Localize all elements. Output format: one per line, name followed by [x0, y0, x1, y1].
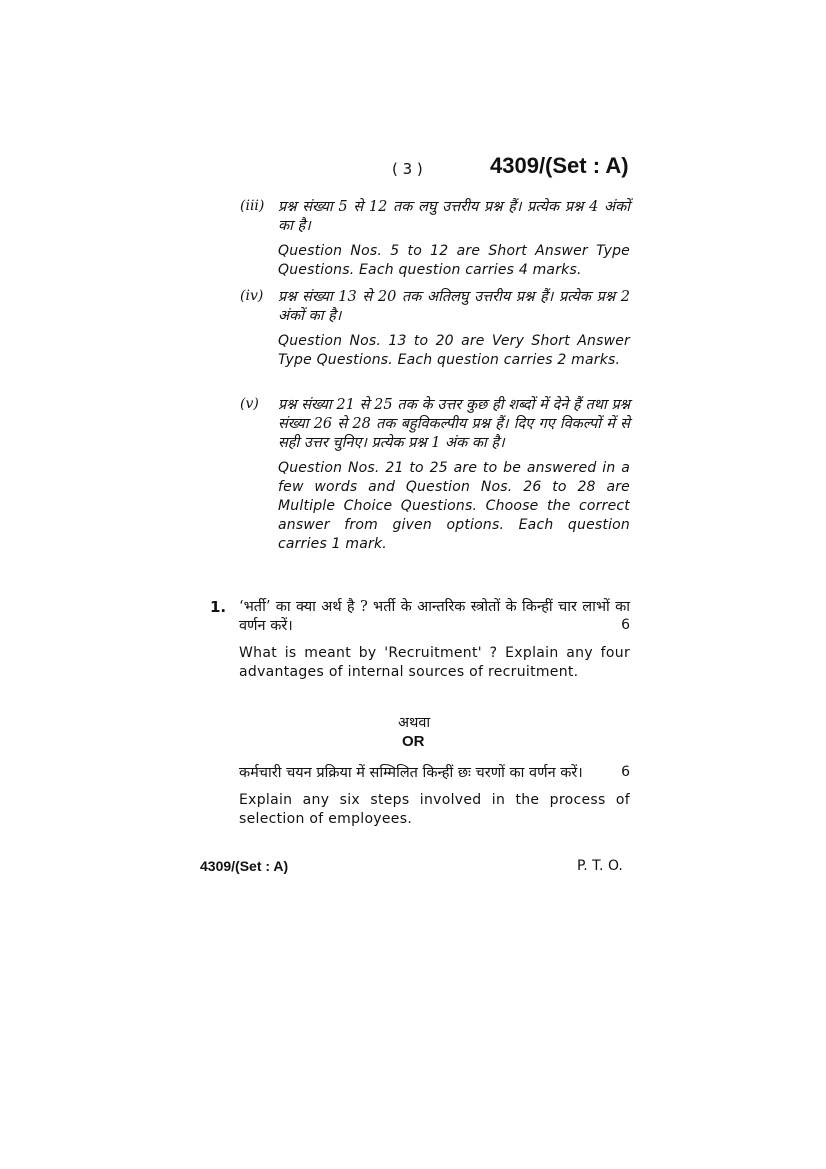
question-hindi: ‘भर्ती’ का क्या अर्थ है ? भर्ती के आन्तरिक स्त्रोतों के किन्हीं चार लाभों का वर्णन करें।: [239, 599, 630, 634]
or-hindi: अथवा: [398, 715, 431, 731]
instruction-iv: [240, 288, 630, 370]
question-1: [210, 598, 630, 682]
page-number: ( 3 ): [392, 160, 423, 178]
instruction-hindi: प्रश्न संख्या 5 से 12 तक लघु उत्तरीय प्रश्न हैं। प्रत्येक प्रश्न 4 अंकों का है।: [278, 199, 630, 234]
question-english: What is meant by 'Recruitment' ? Explain any four advantages of internal sources of recruitment.: [239, 645, 630, 680]
instruction-number: (iii): [240, 198, 265, 214]
instruction-english: Question Nos. 13 to 20 are Very Short Answer Type Questions. Each question carries 2 marks.: [278, 333, 630, 368]
pto-label: P. T. O.: [577, 858, 623, 874]
instruction-number: (v): [240, 396, 259, 412]
instruction-hindi: प्रश्न संख्या 21 से 25 तक के उत्तर कुछ ही शब्दों में देने हैं तथा प्रश्न संख्या 26 से 28 तक बहुविकल्पीय प्रश्न हैं। दिए गए विकल्पों में से सही उत्तर चुनिए। प्रत्येक प्रश्न 1 अंक का है।: [278, 397, 630, 451]
question-marks: 6: [621, 764, 630, 780]
question-1-alternative: [239, 764, 630, 829]
question-marks: 6: [621, 617, 630, 633]
instruction-iii: [240, 198, 630, 280]
question-english: Explain any six steps involved in the process of selection of employees.: [239, 792, 630, 827]
instruction-hindi: प्रश्न संख्या 13 से 20 तक अतिलघु उत्तरीय प्रश्न हैं। प्रत्येक प्रश्न 2 अंकों का है।: [278, 289, 630, 324]
instruction-number: (iv): [240, 288, 264, 304]
paper-code-header: 4309/(Set : A): [490, 153, 629, 178]
instruction-v: [240, 396, 630, 554]
or-english: OR: [402, 733, 425, 750]
paper-code-footer: 4309/(Set : A): [200, 858, 289, 874]
question-number: 1.: [210, 598, 227, 616]
instruction-english: Question Nos. 21 to 25 are to be answered in a few words and Question Nos. 26 to 28 are Multiple Choice Questions. Choose the correct answer from given options. Each question carries 1 mark.: [278, 460, 630, 552]
instruction-english: Question Nos. 5 to 12 are Short Answer Type Questions. Each question carries 4 marks.: [278, 243, 630, 278]
question-hindi: कर्मचारी चयन प्रक्रिया में सम्मिलित किन्हीं छः चरणों का वर्णन करें।: [239, 765, 583, 781]
